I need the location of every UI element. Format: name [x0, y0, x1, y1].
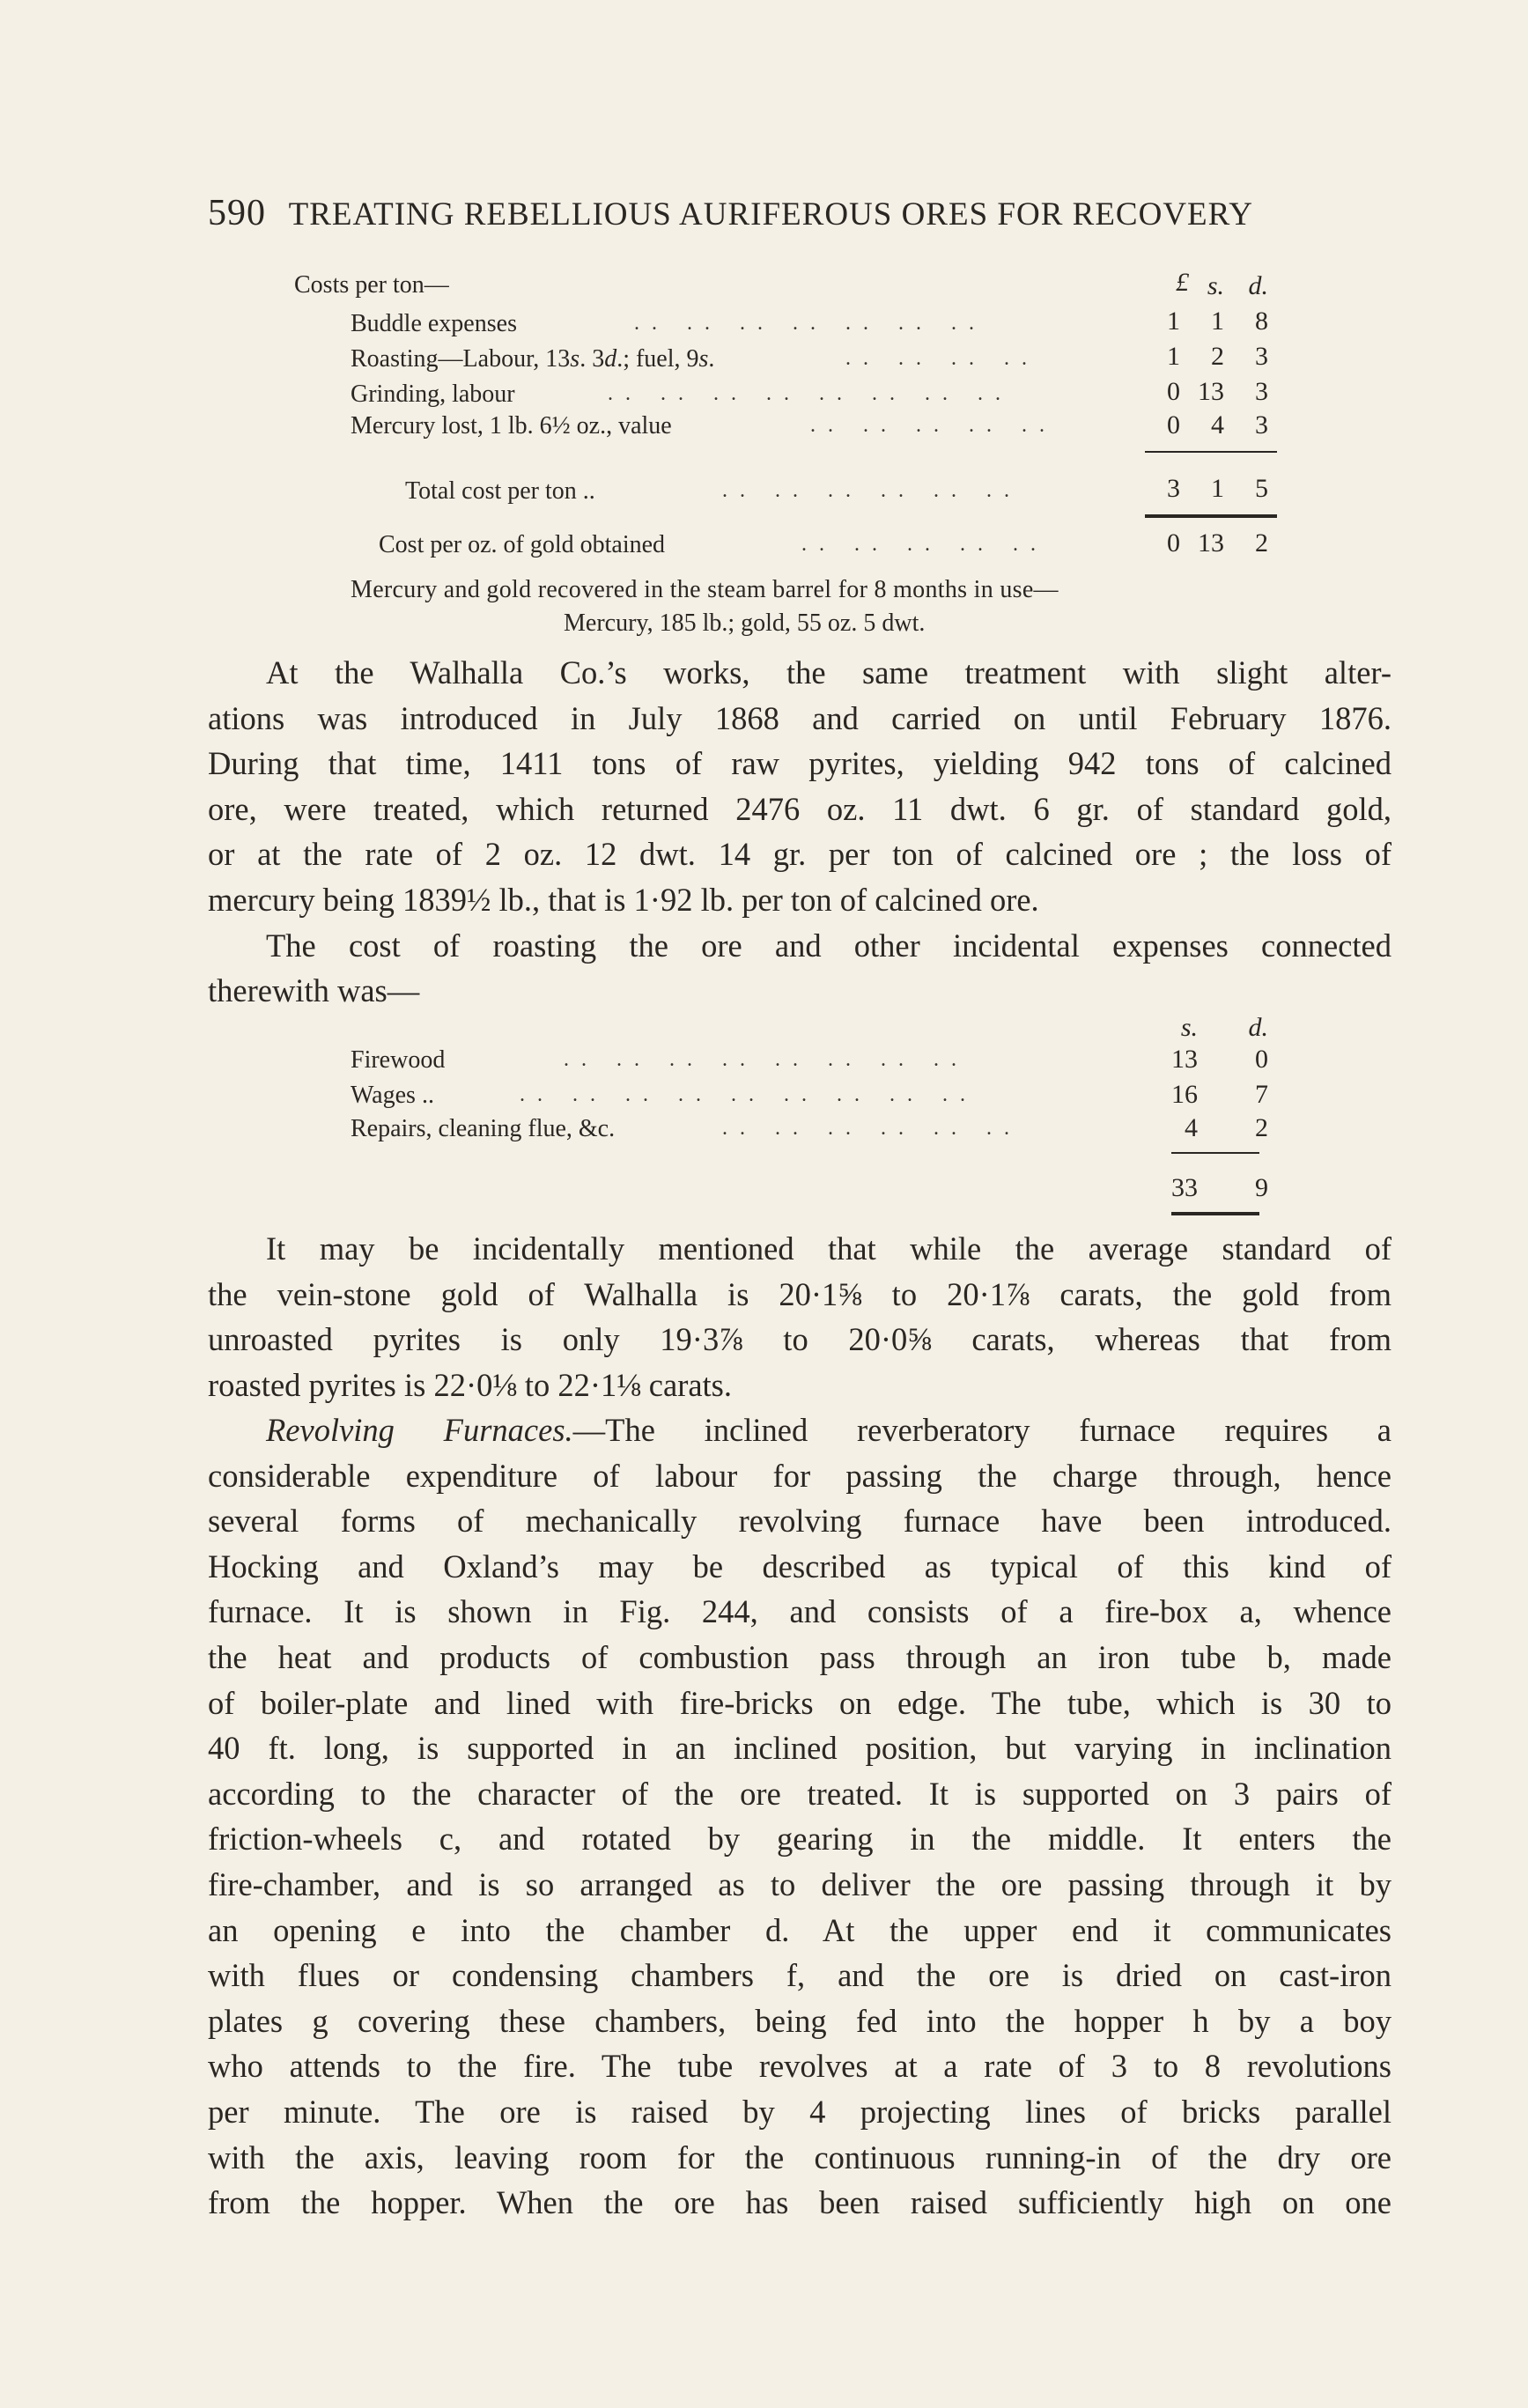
cost-pence: 8: [1255, 307, 1268, 336]
leader-dots: .. .. .. .. .. .. ..: [634, 312, 986, 335]
text-line: or at the rate of 2 oz. 12 dwt. 14 gr. per ton of calcined ore ; the loss of: [208, 836, 1391, 873]
text-line: [208, 1407, 1391, 1453]
text-line: roasted pyrites is 22·0⅛ to 22·1⅛ carats.: [208, 1366, 733, 1403]
leader-dots: .. .. .. .. .. ..: [722, 1117, 1022, 1140]
cost-pounds: 1: [1167, 307, 1180, 336]
cost-row-label: Roasting—Labour, 13s. 3d.; fuel, 9s.: [351, 345, 715, 373]
recovery-note-line1: Mercury and gold recovered in the steam barrel for 8 months in use—: [351, 576, 1059, 603]
text-line: from the hopper. When the ore has been raised sufficiently high on one: [208, 2184, 1391, 2221]
cost-pounds: 1: [1167, 342, 1180, 371]
cost-row-label: Buddle expenses: [351, 310, 517, 337]
leader-dots: .. .. .. .. ..: [810, 414, 1057, 437]
text-line: the vein-stone gold of Walhalla is 20·1⅝ to 20·1⅞ carats, the gold from: [208, 1275, 1391, 1312]
text-line: unroasted pyrites is only 19·3⅞ to 20·0⅝ carats, whereas that from: [208, 1321, 1391, 1358]
total-label: Total cost per ton ..: [405, 477, 595, 505]
paragraph-walhalla: [208, 650, 1391, 1014]
text-run: —The inclined reverberatory furnace requires a: [572, 1412, 1391, 1448]
total-rule: [1171, 1212, 1259, 1215]
text-line: Hocking and Oxland’s may be described as typical of this kind of: [208, 1547, 1391, 1584]
text-line: per minute. The ore is raised by 4 projecting lines of bricks parallel: [208, 2093, 1391, 2130]
sum-rule: [1145, 451, 1277, 453]
per-oz-pence: 2: [1255, 528, 1268, 558]
text-line: of boiler-plate and lined with fire-bricks on edge. The tube, which is 30 to: [208, 1684, 1391, 1721]
total-pounds: 3: [1167, 474, 1180, 503]
text-line: who attends to the fire. The tube revolves at a rate of 3 to 8 revolutions: [208, 2048, 1391, 2085]
text-line: ore, were treated, which returned 2476 oz. 11 dwt. 6 gr. of standard gold,: [208, 790, 1391, 827]
text-line: an opening e into the chamber d. At the upper end it communicates: [208, 1911, 1391, 1948]
text-line: the heat and products of combustion pass through an iron tube b, made: [208, 1638, 1391, 1675]
text-line: The cost of roasting the ore and other incidental expenses connected: [266, 927, 1391, 964]
costs-heading: Costs per ton—: [294, 271, 449, 299]
text-line: considerable expenditure of labour for passing the charge through, hence: [208, 1457, 1391, 1494]
roast-shillings: 4: [1185, 1113, 1198, 1142]
text-line: 40 ft. long, is supported in an inclined position, but varying in inclination: [208, 1730, 1391, 1767]
cost-row-label: Grinding, labour: [351, 380, 515, 408]
col-pounds: £: [1176, 268, 1189, 297]
text-line: furnace. It is shown in Fig. 244, and consists of a fire-box a, whence: [208, 1593, 1391, 1630]
running-title: TREATING REBELLIOUS AURIFEROUS ORES FOR RECOVERY: [288, 196, 1253, 233]
cost-pence: 3: [1255, 377, 1268, 406]
roast-total-shillings: 33: [1171, 1173, 1198, 1202]
leader-dots: .. .. .. ..: [845, 347, 1039, 370]
text-line: with flues or condensing chambers f, and the ore is dried on cast-iron: [208, 1957, 1391, 1994]
leader-dots: .. .. .. .. ..: [801, 533, 1048, 556]
text-line: several forms of mechanically revolving furnace have been introduced.: [208, 1503, 1391, 1540]
total-shillings: 1: [1211, 474, 1224, 503]
roast-row-label: Firewood: [351, 1046, 446, 1074]
cost-shillings: 4: [1211, 410, 1224, 439]
roast-total-pence: 9: [1255, 1173, 1268, 1202]
text-line: fire-chamber, and is so arranged as to deliver the ore passing through it by: [208, 1865, 1391, 1902]
cost-shillings: 1: [1211, 307, 1224, 336]
col-pence: d.: [1248, 1013, 1268, 1042]
per-oz-label: Cost per oz. of gold obtained: [379, 531, 666, 558]
roast-shillings: 16: [1171, 1080, 1198, 1109]
total-rule: [1145, 514, 1277, 518]
recovery-note-line2: Mercury, 185 lb.; gold, 55 oz. 5 dwt.: [564, 609, 926, 637]
col-shillings: s.: [1180, 1013, 1198, 1042]
roast-pence: 7: [1255, 1080, 1268, 1109]
text-line: ations was introduced in July 1868 and carried on until February 1876.: [208, 699, 1391, 736]
cost-pence: 3: [1255, 342, 1268, 371]
text-line: according to the character of the ore treated. It is supported on 3 pairs of: [208, 1775, 1391, 1812]
roast-pence: 0: [1255, 1045, 1268, 1074]
per-oz-shillings: 13: [1198, 528, 1224, 558]
text-line: It may be incidentally mentioned that while the average standard of: [266, 1230, 1391, 1267]
roast-row-label: Repairs, cleaning flue, &c.: [351, 1115, 616, 1142]
cost-pounds: 0: [1167, 410, 1180, 439]
leader-dots: .. .. .. .. .. .. .. ..: [608, 382, 1013, 405]
cost-pence: 3: [1255, 410, 1268, 439]
text-line: During that time, 1411 tons of raw pyrites, yielding 942 tons of calcined: [208, 745, 1391, 782]
sum-rule: [1171, 1152, 1259, 1154]
leader-dots: .. .. .. .. .. ..: [722, 479, 1022, 502]
text-line: friction-wheels c, and rotated by gearing in the middle. It enters the: [208, 1821, 1391, 1858]
cost-row-label: Mercury lost, 1 lb. 6½ oz., value: [351, 412, 672, 439]
text-line: plates g covering these chambers, being fed into the hopper h by a boy: [208, 2002, 1391, 2039]
page-number: 590: [208, 193, 266, 233]
text-line: therewith was—: [208, 972, 420, 1009]
section-heading: Revolving Furnaces.: [266, 1412, 573, 1448]
text-line: At the Walhalla Co.’s works, the same treatment with slight alter-: [266, 654, 1391, 691]
roast-row-label: Wages ..: [351, 1082, 434, 1109]
page-header: [208, 192, 1335, 234]
text-line: with the axis, leaving room for the continuous running-in of the dry ore: [208, 2138, 1391, 2175]
roast-pence: 2: [1255, 1113, 1268, 1142]
leader-dots: .. .. .. .. .. .. .. ..: [564, 1048, 969, 1071]
roast-shillings: 13: [1171, 1045, 1198, 1074]
cost-pounds: 0: [1167, 377, 1180, 406]
cost-shillings: 2: [1211, 342, 1224, 371]
total-pence: 5: [1255, 474, 1268, 503]
text-line: mercury being 1839½ lb., that is 1·92 lb. per ton of calcined ore.: [208, 881, 1039, 918]
col-pence: d.: [1248, 271, 1268, 300]
col-shillings: s.: [1207, 271, 1224, 300]
cost-shillings: 13: [1198, 377, 1224, 406]
paragraph-standard: [208, 1226, 1391, 1407]
per-oz-pounds: 0: [1167, 528, 1180, 558]
paragraph-revolving-furnaces: [208, 1407, 1391, 2226]
leader-dots: .. .. .. .. .. .. .. .. ..: [520, 1083, 978, 1106]
